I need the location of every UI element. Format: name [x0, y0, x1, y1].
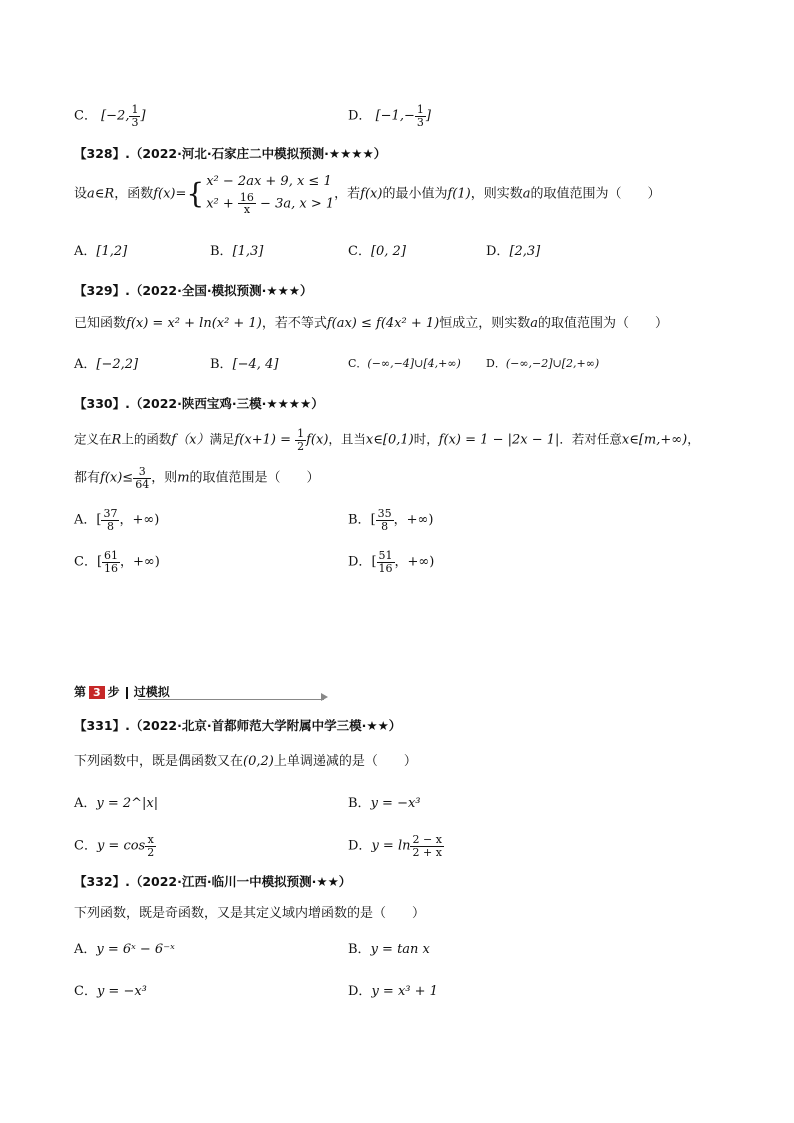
q332-option-c: C．y = −x³	[74, 984, 147, 999]
arrow-marker-icon	[321, 693, 328, 701]
q329-option-a: A．[−2,2]	[74, 357, 139, 372]
q329-option-b: B．[−4, 4]	[210, 357, 279, 372]
q328-stem: 设a∈R，函数f(x)={ x² − 2ax + 9, x ≤ 1 x² + $\frac{16}{x}$ − 3a, x > 1 ，若f(x)的最小值为f(1)，则实数a的取值范围为（ ）	[74, 174, 661, 217]
q330-stem-line2: 都有f(x)≤ $\frac{3}{64}$ ，则m的取值范围是（ ）	[74, 465, 320, 491]
q331-option-a: A．y = 2^|x|	[74, 796, 159, 811]
q328-heading: 【328】.（2022·河北·石家庄二中模拟预测·★★★★）	[74, 146, 387, 161]
q331-heading: 【331】.（2022·北京·首都师范大学附属中学三模·★★）	[74, 718, 402, 733]
q332-stem: 下列函数，既是奇函数，又是其定义域内增函数的是（ ）	[74, 906, 426, 921]
step-title: 过模拟	[133, 685, 170, 699]
q332-option-d: D．y = x³ + 1	[348, 984, 438, 999]
q331-option-d: D．y = ln $\frac{2 - x}{2 + x}$	[348, 833, 442, 859]
q331-option-c: C．y = cos $\frac{x}{2}$	[74, 833, 155, 859]
q327-option-c: C． [−2, $\frac{1}{3}$ ]	[74, 103, 146, 129]
divider-bar	[126, 687, 128, 699]
underline-rule	[138, 699, 324, 700]
step-number-badge: 3	[89, 686, 105, 699]
q331-stem: 下列函数中，既是偶函数又在(0,2)上单调递减的是（ ）	[74, 754, 417, 769]
option-value: [−1,−	[375, 108, 415, 124]
q329-stem: 已知函数f(x) = x² + ln(x² + 1)，若不等式f(ax) ≤ f(4x² + 1)恒成立，则实数a的取值范围为（ ）	[74, 316, 669, 331]
q329-option-c: C．(−∞,−4]∪[4,+∞)	[348, 357, 461, 370]
piecewise-cases: x² − 2ax + 9, x ≤ 1 x² + $\frac{16}{x}$ − 3a, x > 1	[206, 174, 335, 217]
q328-option-d: D．[2,3]	[486, 244, 541, 259]
fraction: $\frac{1}{3}$	[131, 103, 139, 129]
fraction: $\frac{1}{3}$	[416, 103, 424, 129]
q332-option-b: B．y = tan x	[348, 942, 430, 957]
step-divider	[74, 685, 326, 701]
option-letter: C．	[74, 108, 97, 124]
q328-option-c: C．[0, 2]	[348, 244, 406, 259]
q330-stem-line1: 定义在R上的函数f（x）满足f(x+1) = $\frac{1}{2}$ f(x)，且当x∈[0,1)时，f(x) = 1 − |2x − 1|．若对任意x∈[m,+∞)，	[74, 427, 700, 453]
q328-option-b: B．[1,3]	[210, 244, 264, 259]
option-letter: D．	[348, 108, 372, 124]
q332-option-a: A．y = 6ˣ − 6⁻ˣ	[74, 942, 175, 957]
brace: {	[186, 177, 205, 210]
q329-option-d: D．(−∞,−2]∪[2,+∞)	[486, 357, 600, 370]
q330-option-b: B．[ $\frac{35}{8}$ ，+∞)	[348, 507, 434, 533]
q330-option-c: C．[ $\frac{61}{16}$ ，+∞)	[74, 549, 160, 575]
q331-option-b: B．y = −x³	[348, 796, 421, 811]
q327-option-d: D． [−1,− $\frac{1}{3}$ ]	[348, 103, 431, 129]
step-label: 第 3 步 过模拟	[74, 685, 170, 699]
q330-option-a: A．[ $\frac{37}{8}$ ，+∞)	[74, 507, 160, 533]
q330-option-d: D．[ $\frac{51}{16}$ ，+∞)	[348, 549, 435, 575]
q329-heading: 【329】.（2022·全国·模拟预测·★★★）	[74, 283, 313, 298]
q328-option-a: A．[1,2]	[74, 244, 128, 259]
q332-heading: 【332】.（2022·江西·临川一中模拟预测·★★）	[74, 874, 352, 889]
option-value: [−2,	[101, 108, 130, 124]
q330-heading: 【330】.（2022·陕西宝鸡·三模·★★★★）	[74, 396, 324, 411]
